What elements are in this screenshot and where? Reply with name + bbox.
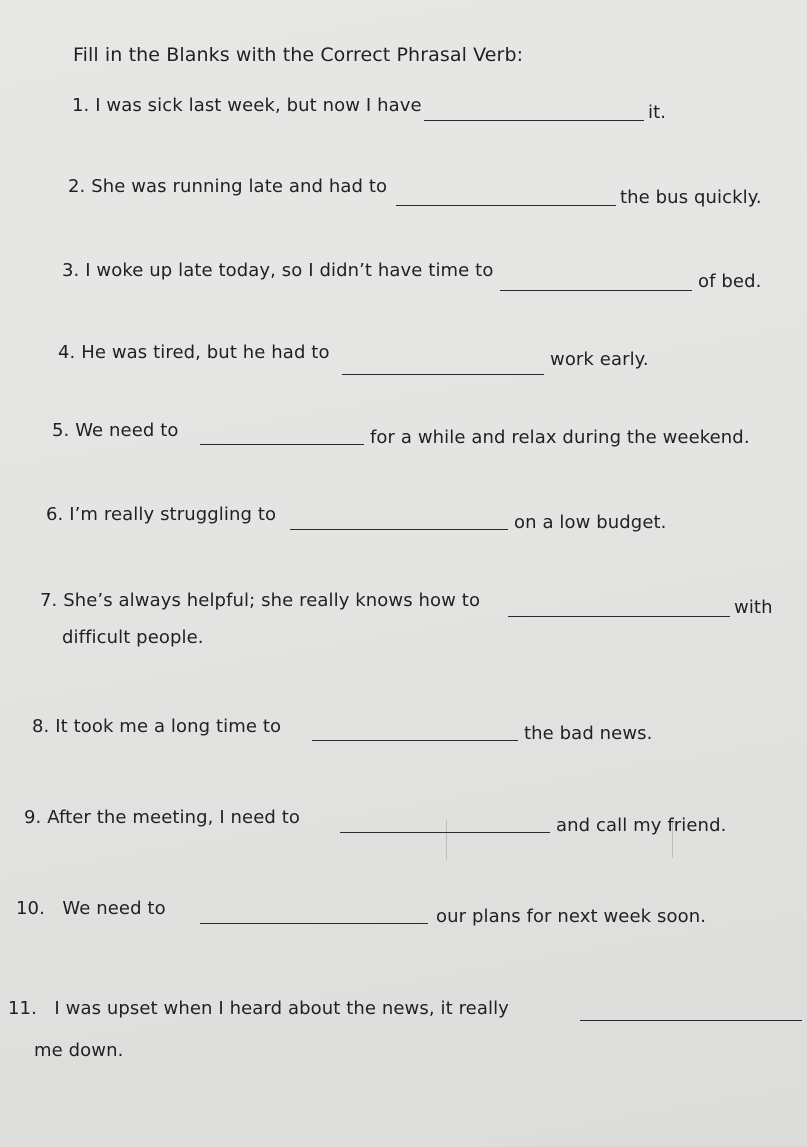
item-10-prompt: 10. We need to <box>16 898 166 919</box>
item-7-prompt: 7. She’s always helpful; she really knows how to <box>40 590 481 611</box>
item-3-ending: of bed. <box>698 271 762 292</box>
item-7-ending: with <box>734 597 773 618</box>
item-8-prompt: 8. It took me a long time to <box>32 716 282 737</box>
item-3-blank[interactable] <box>500 290 692 291</box>
item-8-blank[interactable] <box>312 740 518 741</box>
item-11-prompt: 11. I was upset when I heard about the news, it really <box>8 998 509 1019</box>
item-6-ending: on a low budget. <box>514 512 667 533</box>
paper-crease <box>672 818 673 858</box>
item-10-ending: our plans for next week soon. <box>436 906 707 927</box>
item-11-blank[interactable] <box>580 1020 802 1021</box>
item-4-blank[interactable] <box>342 374 544 375</box>
item-6-prompt: 6. I’m really struggling to <box>46 504 277 525</box>
item-5-blank[interactable] <box>200 444 364 445</box>
item-6-blank[interactable] <box>290 529 508 530</box>
item-2-blank[interactable] <box>396 205 616 206</box>
item-10-blank[interactable] <box>200 923 428 924</box>
item-1-blank[interactable] <box>424 120 644 121</box>
item-5-prompt: 5. We need to <box>52 420 179 441</box>
item-7-continuation: difficult people. <box>62 627 204 648</box>
item-5-ending: for a while and relax during the weekend. <box>370 427 750 448</box>
paper-crease <box>446 820 447 860</box>
item-2-ending: the bus quickly. <box>620 187 762 208</box>
item-2-prompt: 2. She was running late and had to <box>68 176 388 197</box>
item-7-blank[interactable] <box>508 616 730 617</box>
item-9-blank[interactable] <box>340 832 550 833</box>
item-1-prompt: 1. I was sick last week, but now I have <box>72 95 422 116</box>
item-4-ending: work early. <box>550 349 649 370</box>
worksheet-title: Fill in the Blanks with the Correct Phrasal Verb: <box>73 44 524 66</box>
item-8-ending: the bad news. <box>524 723 653 744</box>
item-4-prompt: 4. He was tired, but he had to <box>58 342 330 363</box>
item-1-ending: it. <box>648 102 667 123</box>
item-11-continuation: me down. <box>34 1040 124 1061</box>
item-3-prompt: 3. I woke up late today, so I didn’t have time to <box>62 260 494 281</box>
item-9-ending: and call my friend. <box>556 815 727 836</box>
item-9-prompt: 9. After the meeting, I need to <box>24 807 301 828</box>
